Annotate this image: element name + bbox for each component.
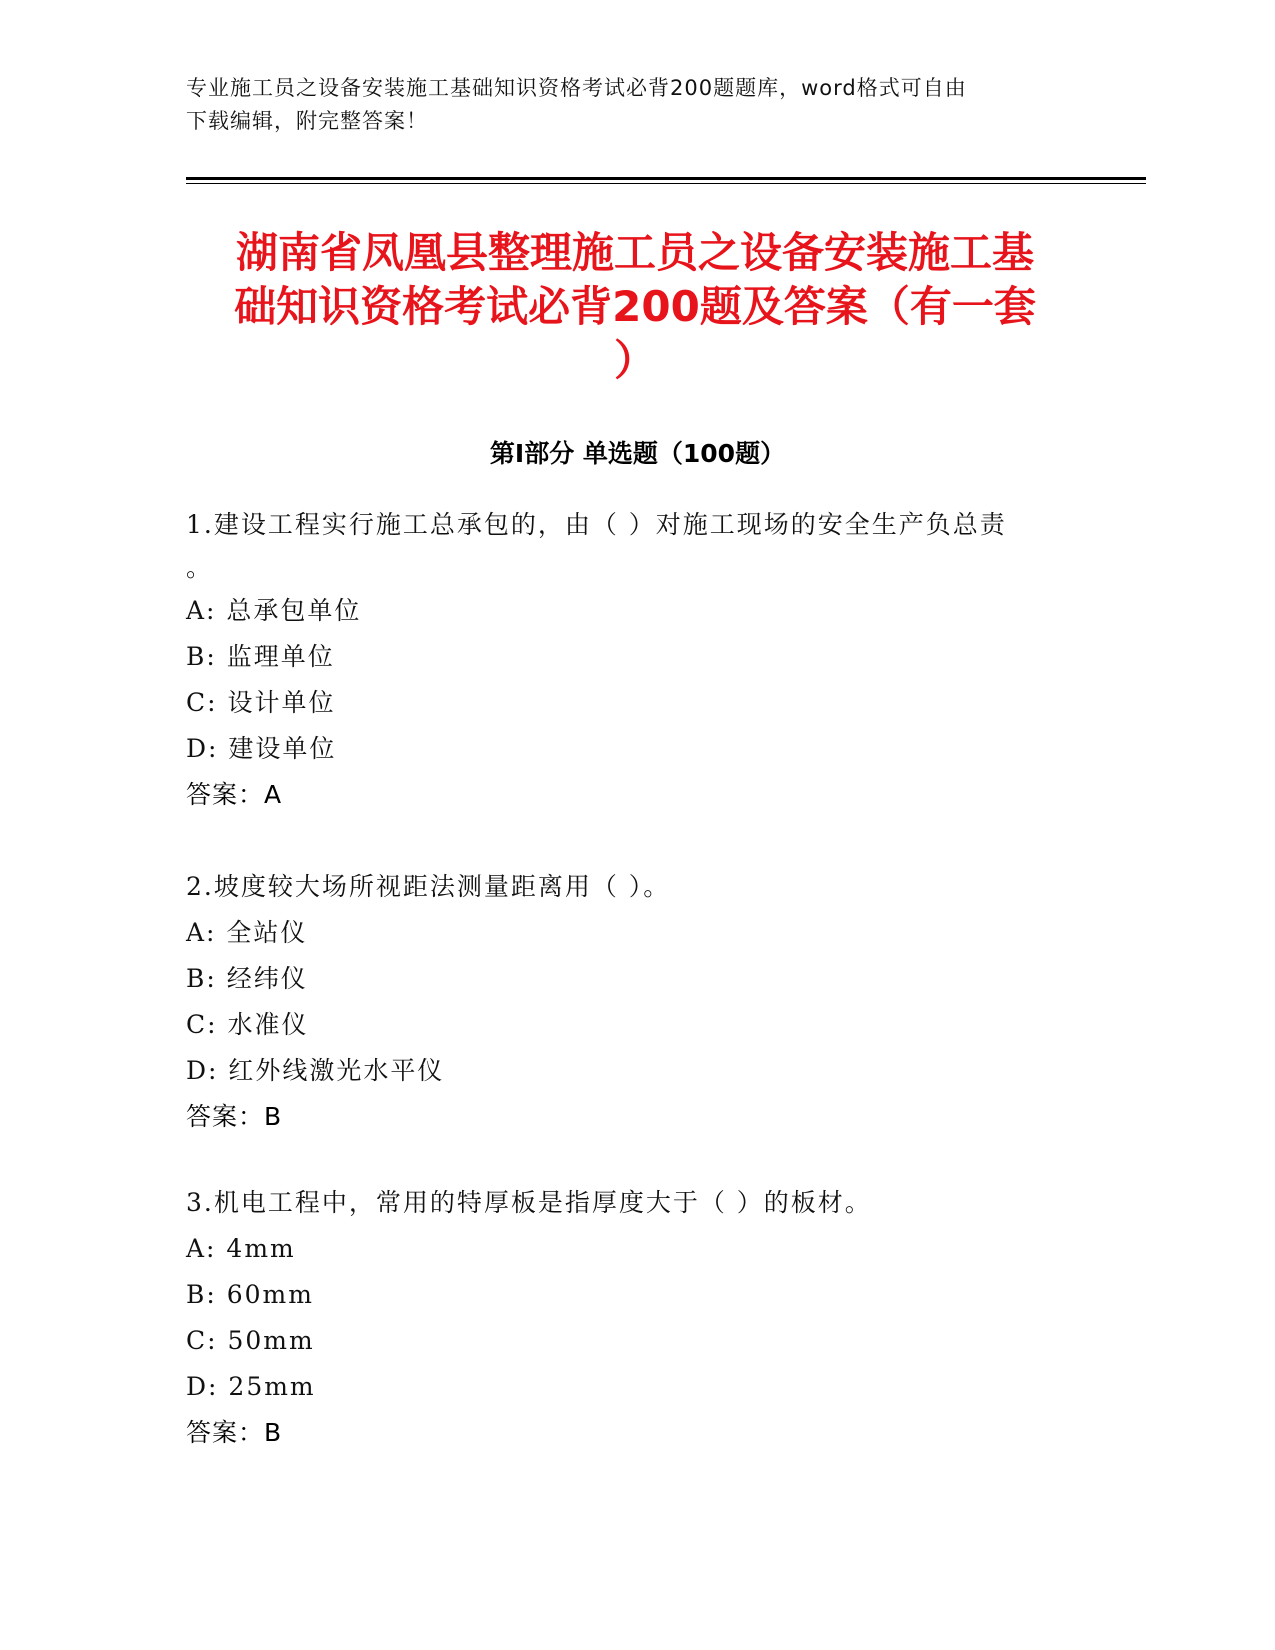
option-a: A: 4mm	[186, 1234, 296, 1263]
question-1	[186, 502, 1086, 818]
option-a: A: 全站仪	[186, 918, 308, 947]
document-title-line-1: 湖南省凤凰县整理施工员之设备安装施工基	[235, 228, 1034, 277]
header-note	[186, 72, 1086, 138]
option-b: B: 60mm	[186, 1280, 314, 1309]
question-2	[186, 864, 1086, 1140]
question-stem-continued: 。	[186, 553, 214, 582]
option-c: C: 设计单位	[186, 688, 336, 717]
option-b: B: 监理单位	[186, 642, 335, 671]
document-title-line-2: 础知识资格考试必背200题及答案（有一套	[234, 282, 1036, 331]
answer: 答案：A	[186, 780, 283, 809]
option-a: A: 总承包单位	[186, 596, 362, 625]
option-d: D: 红外线激光水平仪	[186, 1056, 445, 1085]
answer: 答案：B	[186, 1102, 283, 1131]
header-divider-thick	[186, 177, 1146, 180]
header-divider-thin	[186, 183, 1146, 184]
section-title: 第Ⅰ部分 单选题（100题）	[489, 439, 786, 468]
question-stem: 3.机电工程中，常用的特厚板是指厚度大于（ ）的板材。	[186, 1188, 872, 1217]
option-b: B: 经纬仪	[186, 964, 308, 993]
question-stem: 2.坡度较大场所视距法测量距离用（ ）。	[186, 872, 671, 901]
option-d: D: 25mm	[186, 1372, 316, 1401]
document-title	[195, 226, 1075, 388]
question-3	[186, 1180, 1086, 1456]
answer: 答案：B	[186, 1418, 283, 1447]
question-stem: 1.建设工程实行施工总承包的，由（ ）对施工现场的安全生产负总责	[186, 510, 1007, 539]
document-title-line-3: ）	[613, 336, 656, 385]
option-d: D: 建设单位	[186, 734, 337, 763]
header-note-line-2: 下载编辑，附完整答案！	[186, 109, 428, 133]
option-c: C: 水准仪	[186, 1010, 309, 1039]
option-c: C: 50mm	[186, 1326, 315, 1355]
header-note-line-1: 专业施工员之设备安装施工基础知识资格考试必背200题题库，word格式可自由	[186, 76, 967, 100]
